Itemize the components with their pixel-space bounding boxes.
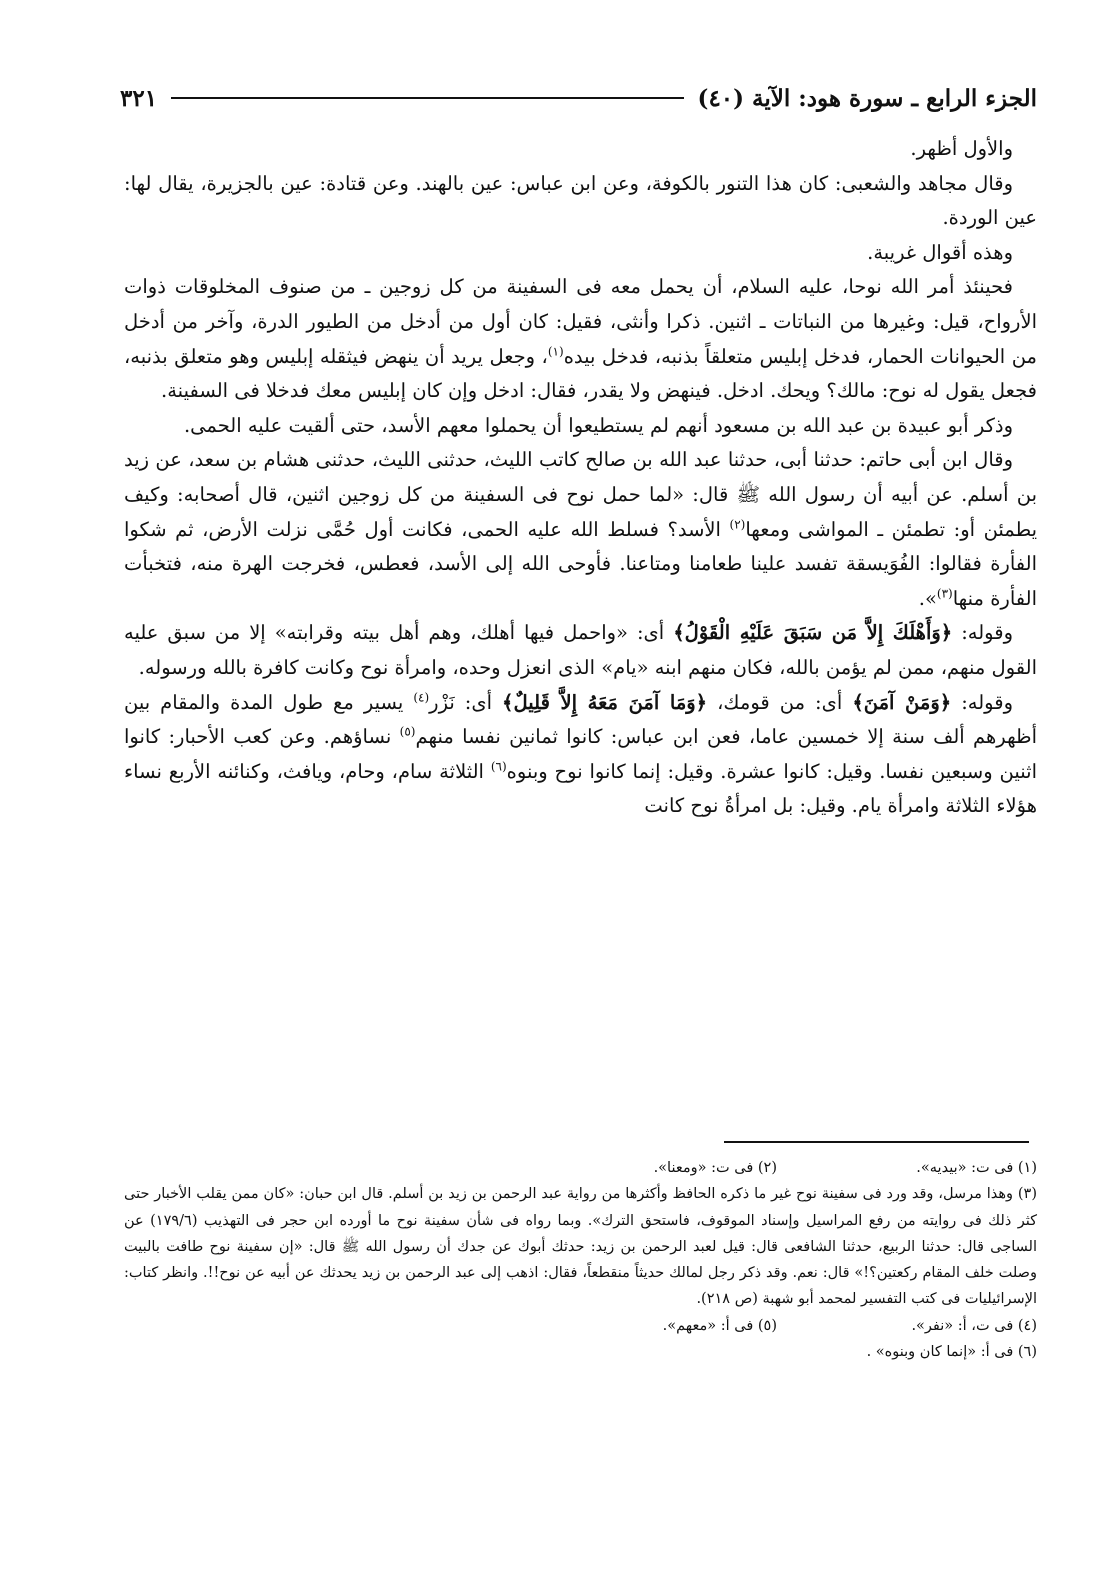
paragraph-text: وقوله:	[952, 621, 1013, 645]
paragraph-text: وهذه أقوال غريبة.	[867, 240, 1013, 264]
main-text	[124, 132, 1037, 824]
footnote-4: (٤) فى ت، أ: «نفر».	[911, 1317, 1037, 1334]
paragraph-text: يسير مع طول المدة والمقام بين أظهرهم ألف سنة إلا خمسين عاما، فعن ابن عباس: كانوا ثمانين نفسا منهم	[124, 690, 1037, 749]
page-number: ٣٢١	[120, 84, 158, 112]
paragraph-text: وقوله:	[951, 690, 1013, 714]
paragraph-text: فحينئذ أمر الله نوحا، عليه السلام، أن يحمل معه فى السفينة من كل زوجين ـ من صنوف المخلوقات ذوات الأرواح، قيل: وغيرها من النباتات ـ اثنين. ذكرا وأنثى، فقيل: كان أول من أدخل من الطيور الدرة، وآخر من أدخل من الحيوانات الحمار، فدخل إبليس متعلقاً بذنبه، فدخل بيده	[124, 275, 1037, 368]
paragraph	[124, 686, 1037, 824]
paragraph-text: ».	[918, 586, 937, 610]
footnote-1: (١) فى ت: «بيديه».	[916, 1160, 1037, 1176]
footnote-6: (٦) فى أ: «إنما كان وبنوه» .	[866, 1344, 1037, 1361]
quran-quote: ﴿وَأَهْلَكَ إِلاَّ مَن سَبَقَ عَلَيْهِ الْقَوْلُ﴾	[673, 621, 953, 645]
footnotes	[124, 1155, 1037, 1365]
footnote-ref-4: (٤)	[413, 690, 430, 704]
running-title: الجزء الرابع ـ سورة هود: الآية (٤٠)	[697, 84, 1037, 112]
paragraph-text: نساؤهم. وعن كعب الأحبار: كانوا اثنين وسبعين نفسا. وقيل: كانوا عشرة. وقيل: إنما كانوا نوح وبنوه	[124, 725, 1037, 783]
paragraph	[124, 616, 1037, 685]
footnote-ref-1: (١)	[547, 344, 564, 359]
paragraph	[124, 270, 1037, 408]
footnote-2: (٢) فى ت: «ومعنا».	[653, 1160, 777, 1176]
paragraph-text: وقال مجاهد والشعبى: كان هذا التنور بالكوفة، وعن ابن عباس: عين بالهند. وعن قتادة: عين بالجزيرة، يقال لها: عين الوردة.	[124, 171, 1037, 230]
footnote-ref-2: (٢)	[729, 517, 746, 532]
footnote-ref-5: (٥)	[399, 724, 416, 739]
footnote-row	[124, 1313, 1037, 1339]
footnote-divider	[724, 1141, 1029, 1143]
footnote-row	[124, 1339, 1037, 1365]
footnote-5: (٥) فى أ: «معهم».	[662, 1317, 777, 1334]
footnote-ref-3: (٣)	[936, 586, 953, 601]
footnote-text: «كان ممن يقلب الأخبار حتى كثر ذلك فى روايته من رفع المراسيل وإسناد الموقوف، فاستحق الترك». وبما رواه فى شأن سفينة نوح ما أورده ابن حجر فى التهذيب (١٧٩/٦) عن الساجى قال: حدثنا الربيع، حدثنا الشافعى قال: قيل لعبد الرحمن بن زيد: حدثك أبوك عن جدك أن رسول الله ﷺ قال: «إن سفينة نوح طافت بالبيت وصلت خلف المقام ركعتين؟!» قال: نعم. وقد ذكر رجل لمالك حديثاً منقطعاً، فقال: اذهب إلى عبد الرحمن بن زيد يحدثك عن أبيه عن نوح!!. وانظر كتاب: الإسرائيليات فى كتب التفسير لمحمد أبو شهبة (ص ٢١٨).	[124, 1186, 1037, 1308]
quran-quote: ﴿وَمَا آمَنَ مَعَهُ إِلاَّ قَلِيلٌ﴾	[502, 690, 708, 714]
header-rule	[171, 97, 683, 99]
paragraph-text: وذكر أبو عبيدة بن عبد الله بن مسعود أنهم لم يستطيعوا أن يحملوا معهم الأسد، حتى ألقيت عليه الحمى.	[183, 413, 1013, 437]
paragraph	[124, 236, 1037, 271]
paragraph-text: أى: من قومك،	[707, 690, 853, 714]
footnote-3	[124, 1181, 1037, 1312]
paragraph-text: ، وجعل يريد أن ينهض فيثقله إبليس وهو متعلق بذنبه، فجعل يقول له نوح: مالك؟ ويحك. ادخل. فينهض ولا يقدر، فقال: ادخل وإن كان إبليس معك فدخلا فى السفينة.	[124, 344, 1037, 403]
quran-quote: ﴿وَمَنْ آمَنَ﴾	[852, 690, 952, 714]
paragraph	[124, 132, 1037, 167]
paragraph	[124, 167, 1037, 236]
paragraph-text: أى: «واحمل فيها أهلك، وهم أهل بيته وقرابته» إلا من سبق عليه القول منهم، ممن لم يؤمن بالله، فكان منهم ابنه «يام» الذى انعزل وحده، وامرأة نوح وكانت كافرة بالله ورسوله.	[124, 621, 1037, 679]
paragraph	[124, 409, 1037, 444]
page-header	[120, 76, 1037, 120]
paragraph-text: والأول أظهر.	[910, 137, 1013, 160]
paragraph-text: أى: نَزْر	[429, 690, 503, 714]
paragraph-text: وقال ابن أبى حاتم: حدثنا أبى، حدثنا عبد الله بن صالح كاتب الليث، حدثنى الليث، حدثنى هشام بن سعد، عن زيد بن أسلم. عن أبيه أن رسول الله ﷺ قال: «لما حمل نوح فى السفينة من كل زوجين اثنين، قال أصحابه: وكيف يطمئن أو: تطمئن ـ المواشى ومعها	[124, 448, 1037, 541]
paragraph-text: الثلاثة سام، وحام، ويافث، وكنائنه الأربع نساء هؤلاء الثلاثة وامرأة يام. وقيل: بل امرأةُ نوح كانت	[124, 759, 1037, 818]
paragraph-text: الأسد؟ فسلط الله عليه الحمى، فكانت أول حُمَّى نزلت الأرض، ثم شكوا الفأرة فقالوا: الفُوَيسقة تفسد علينا طعامنا ومتاعنا. فأوحى الله إلى الأسد، فعطس، فخرجت الهرة منه، فتخبأت الفأرة منها	[124, 517, 1037, 610]
footnote-ref-6: (٦)	[490, 759, 507, 774]
footnote-row	[124, 1155, 1037, 1181]
footnote-text: (٣) وهذا مرسل، وقد ورد فى سفينة نوح غير ما ذكره الحافظ وأكثرها من رواية عبد الرحمن بن زيد بن أسلم. قال ابن حبان:	[294, 1186, 1037, 1203]
paragraph	[124, 443, 1037, 616]
